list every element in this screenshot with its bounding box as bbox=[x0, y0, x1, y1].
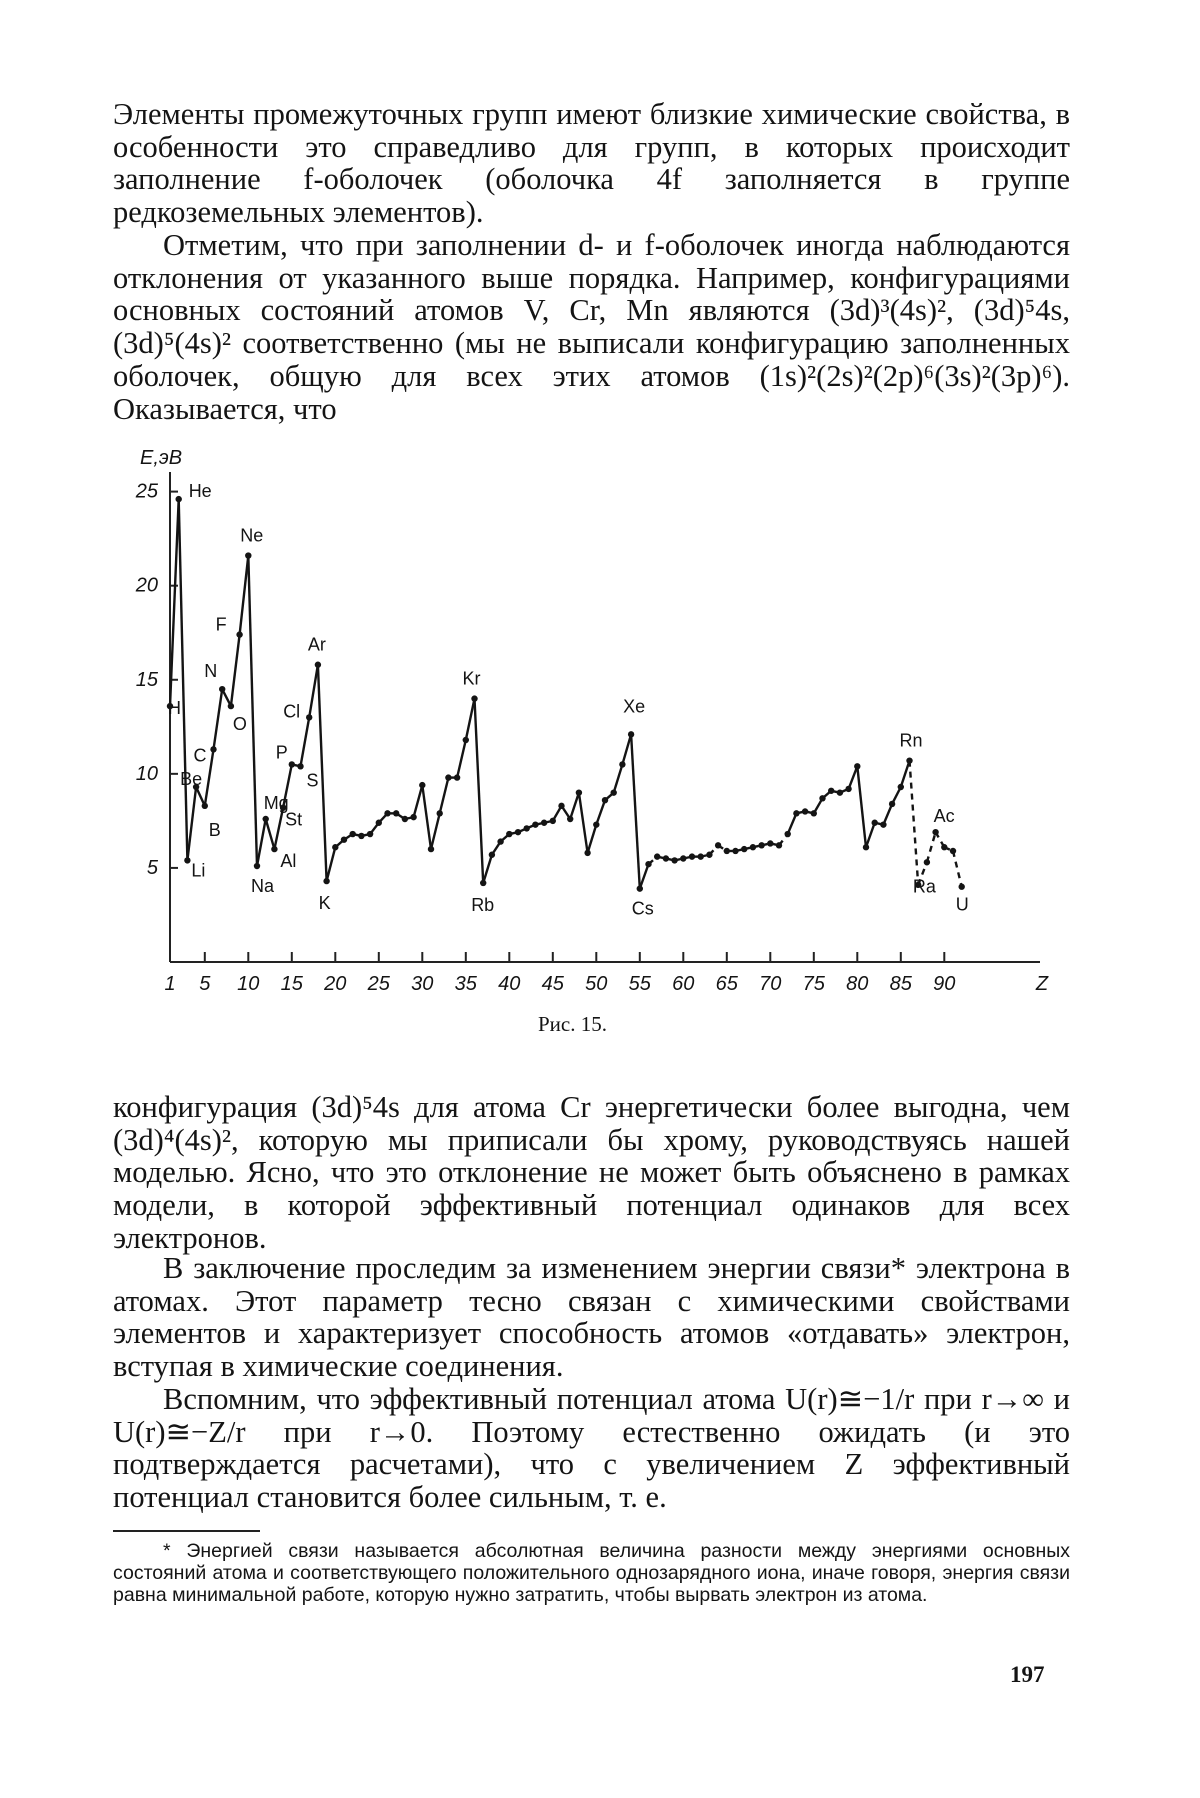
x-tick-label: 85 bbox=[890, 973, 913, 995]
element-label-s: S bbox=[307, 770, 319, 790]
series-segment bbox=[466, 699, 475, 740]
data-point bbox=[567, 816, 573, 822]
paragraph-5: Вспомним, что эффективный потенциал атома U(r)≅−1/r при r→∞ и U(r)≅−Z/r при r→0. Поэтому естественно ожидать (и это подтверждается расчетами), что с увеличением Z эффективный потенциал становится более сильным, т. е. bbox=[113, 1383, 1070, 1514]
data-point bbox=[593, 821, 599, 827]
figure-caption: Рис. 15. bbox=[538, 1012, 607, 1037]
paragraph-3: конфигурация (3d)⁵4s для атома Cr энергетически более выгодна, чем (3d)⁴(4s)², которую мы приписали бы хрому, руководствуясь нашей моделью. Ясно, что это отклонение не может быть объяснено в рамках модели, в которой эффективный потенциал одинаков для всех электронов. bbox=[113, 1091, 1070, 1255]
data-point bbox=[245, 552, 251, 558]
x-tick-label: 5 bbox=[199, 973, 211, 995]
data-point bbox=[828, 788, 834, 794]
data-point bbox=[680, 855, 686, 861]
data-point bbox=[671, 857, 677, 863]
y-tick-label: 5 bbox=[147, 857, 159, 879]
data-point bbox=[611, 789, 617, 795]
x-tick-label: 20 bbox=[323, 973, 346, 995]
data-point bbox=[323, 878, 329, 884]
series-segment bbox=[788, 813, 797, 834]
data-point bbox=[219, 686, 225, 692]
series-segment bbox=[231, 635, 240, 707]
data-point bbox=[463, 737, 469, 743]
data-point bbox=[454, 774, 460, 780]
series-segment bbox=[170, 499, 179, 706]
data-point bbox=[715, 842, 721, 848]
data-point bbox=[437, 810, 443, 816]
data-point bbox=[184, 857, 190, 863]
data-point bbox=[584, 850, 590, 856]
data-point bbox=[480, 880, 486, 886]
paragraph-2: Отметим, что при заполнении d- и f-оболочек иногда наблюдаются отклонения от указанного выше порядка. Например, конфигурациями основных состояний атомов V, Cr, Mn являются (3d)³(4s)², (3d)⁵4s, (3d)⁵(4s)² соответственно (мы не выписали конфигурацию заполненных оболочек, общую для всех этих атомов (1s)²(2s)²(2p)⁶(3s)²(3p)⁶). Оказывается, что bbox=[113, 229, 1070, 425]
series-segment bbox=[414, 785, 423, 817]
data-point bbox=[402, 816, 408, 822]
element-label-rb: Rb bbox=[471, 895, 494, 915]
data-point bbox=[524, 825, 530, 831]
data-point bbox=[576, 789, 582, 795]
series-segment bbox=[614, 764, 623, 792]
series-segment bbox=[266, 819, 275, 849]
series-segment bbox=[214, 689, 223, 749]
data-point bbox=[419, 782, 425, 788]
y-tick-label: 20 bbox=[135, 575, 158, 597]
series-segment bbox=[257, 819, 266, 866]
ionization-energy-chart bbox=[120, 432, 1080, 1012]
data-point bbox=[706, 852, 712, 858]
data-point bbox=[819, 795, 825, 801]
data-point bbox=[210, 746, 216, 752]
data-point bbox=[602, 797, 608, 803]
data-point bbox=[341, 836, 347, 842]
data-point bbox=[541, 820, 547, 826]
series-segment bbox=[483, 855, 492, 883]
data-point bbox=[776, 842, 782, 848]
x-tick-label: 15 bbox=[281, 973, 304, 995]
data-point bbox=[837, 789, 843, 795]
x-tick-label: 90 bbox=[933, 973, 955, 995]
series-segment bbox=[301, 717, 310, 766]
series-segment bbox=[309, 665, 318, 718]
data-point bbox=[663, 855, 669, 861]
y-tick-label: 10 bbox=[136, 763, 158, 785]
data-point bbox=[558, 803, 564, 809]
element-label-ar: Ar bbox=[308, 635, 326, 655]
data-point bbox=[619, 761, 625, 767]
series-segment bbox=[327, 847, 336, 881]
series-segment bbox=[631, 734, 640, 888]
series-segment bbox=[866, 823, 875, 847]
series-segment bbox=[640, 864, 649, 888]
data-point bbox=[271, 846, 277, 852]
data-point bbox=[689, 853, 695, 859]
footnote: * Энергией связи называется абсолютная величина разности между энергиями основных состояний атома и соответствующего положительного однозарядного иона, иначе говоря, энергия связи равна минимальной работе, которую нужно затратить, чтобы вырвать электрон из атома. bbox=[113, 1540, 1070, 1606]
data-point bbox=[854, 763, 860, 769]
element-label-ac: Ac bbox=[934, 806, 955, 826]
data-point bbox=[550, 818, 556, 824]
data-point bbox=[750, 844, 756, 850]
series-segment bbox=[883, 804, 892, 825]
series-segment bbox=[318, 665, 327, 881]
data-point bbox=[176, 496, 182, 502]
data-point bbox=[932, 829, 938, 835]
data-point bbox=[428, 846, 434, 852]
page-number: 197 bbox=[1010, 1662, 1045, 1688]
data-point bbox=[376, 820, 382, 826]
data-point bbox=[889, 801, 895, 807]
element-label-p: P bbox=[276, 742, 288, 762]
data-point bbox=[802, 808, 808, 814]
x-tick-label: 55 bbox=[629, 973, 652, 995]
series-segment bbox=[179, 499, 188, 860]
element-label-b: B bbox=[209, 820, 221, 840]
data-point bbox=[289, 761, 295, 767]
data-point bbox=[924, 859, 930, 865]
x-tick-label: 45 bbox=[542, 973, 565, 995]
series-segment bbox=[857, 766, 866, 847]
element-label-ne: Ne bbox=[240, 526, 263, 546]
data-point bbox=[236, 631, 242, 637]
x-tick-label: 40 bbox=[498, 973, 520, 995]
element-label-u: U bbox=[956, 895, 969, 915]
x-tick-label: 35 bbox=[455, 973, 478, 995]
series-segment bbox=[570, 793, 579, 819]
data-point bbox=[410, 814, 416, 820]
element-label-cl: Cl bbox=[283, 701, 300, 721]
data-point bbox=[628, 731, 634, 737]
data-point bbox=[637, 885, 643, 891]
data-point bbox=[315, 662, 321, 668]
paragraph-1: Элементы промежуточных групп имеют близкие химические свойства, в особенности это справедливо для групп, в которых происходит заполнение f-оболочек (оболочка 4f заполняется в группе редкоземельных элементов). bbox=[113, 98, 1070, 229]
data-point bbox=[384, 810, 390, 816]
element-label-al: Al bbox=[280, 851, 296, 871]
data-point bbox=[350, 831, 356, 837]
element-label-xe: Xe bbox=[623, 696, 645, 716]
x-tick-label: 80 bbox=[846, 973, 868, 995]
series-segment bbox=[596, 800, 605, 824]
element-label-mg: Mg bbox=[264, 793, 289, 813]
data-point bbox=[785, 831, 791, 837]
data-point bbox=[793, 810, 799, 816]
element-label-st: St bbox=[285, 810, 302, 830]
data-point bbox=[367, 831, 373, 837]
y-tick-label: 25 bbox=[135, 481, 159, 503]
data-point bbox=[202, 803, 208, 809]
data-point bbox=[898, 784, 904, 790]
data-point bbox=[358, 833, 364, 839]
data-point bbox=[863, 844, 869, 850]
data-point bbox=[698, 853, 704, 859]
data-point bbox=[959, 884, 965, 890]
data-point bbox=[515, 829, 521, 835]
y-axis-label: E,эВ bbox=[140, 447, 182, 469]
series-segment bbox=[440, 778, 449, 814]
data-point bbox=[332, 844, 338, 850]
series-segment bbox=[422, 785, 431, 849]
element-label-n: N bbox=[204, 661, 217, 681]
series-segment bbox=[622, 734, 631, 764]
series-segment bbox=[240, 556, 249, 635]
series-segment bbox=[579, 793, 588, 853]
data-point bbox=[732, 848, 738, 854]
data-point bbox=[758, 842, 764, 848]
series-segment bbox=[274, 808, 283, 849]
data-point bbox=[263, 816, 269, 822]
element-label-na: Na bbox=[251, 876, 275, 896]
element-label-ra: Ra bbox=[913, 876, 937, 896]
element-label-li: Li bbox=[191, 860, 205, 880]
x-tick-label: 50 bbox=[585, 973, 607, 995]
data-point bbox=[811, 810, 817, 816]
series-segment bbox=[910, 761, 919, 885]
data-point bbox=[654, 853, 660, 859]
element-label-o: O bbox=[233, 714, 247, 734]
data-point bbox=[880, 821, 886, 827]
x-tick-label: 25 bbox=[367, 973, 391, 995]
data-point bbox=[254, 863, 260, 869]
data-point bbox=[297, 763, 303, 769]
series-segment bbox=[953, 851, 962, 887]
footnote-divider bbox=[113, 1530, 260, 1532]
x-tick-label: 65 bbox=[716, 973, 739, 995]
x-tick-label: 1 bbox=[164, 973, 175, 995]
data-point bbox=[767, 840, 773, 846]
element-label-h: H bbox=[168, 698, 181, 718]
data-point bbox=[306, 714, 312, 720]
data-point bbox=[724, 848, 730, 854]
data-point bbox=[950, 848, 956, 854]
x-axis-label: Z bbox=[1035, 973, 1049, 995]
data-point bbox=[845, 786, 851, 792]
element-label-he: He bbox=[189, 481, 212, 501]
data-point bbox=[741, 846, 747, 852]
series-segment bbox=[927, 832, 936, 862]
element-label-c: C bbox=[194, 745, 207, 765]
series-segment bbox=[475, 699, 484, 883]
x-tick-label: 70 bbox=[759, 973, 781, 995]
series-segment bbox=[187, 787, 196, 860]
y-tick-label: 15 bbox=[136, 669, 159, 691]
series-segment bbox=[849, 766, 858, 789]
series-segment bbox=[248, 556, 257, 866]
data-point bbox=[489, 852, 495, 858]
data-point bbox=[471, 695, 477, 701]
paragraph-4: В заключение проследим за изменением энергии связи* электрона в атомах. Этот параметр тесно связан с химическими свойствами элементов и характеризует способность атомов «отдавать» электрон, вступая в химические соединения. bbox=[113, 1252, 1070, 1383]
data-point bbox=[532, 821, 538, 827]
x-tick-label: 75 bbox=[803, 973, 826, 995]
series-segment bbox=[901, 761, 910, 787]
element-label-rn: Rn bbox=[900, 731, 923, 751]
element-label-cs: Cs bbox=[632, 899, 654, 919]
data-point bbox=[393, 810, 399, 816]
data-point bbox=[872, 820, 878, 826]
data-point bbox=[228, 703, 234, 709]
x-tick-label: 60 bbox=[672, 973, 694, 995]
element-label-f: F bbox=[216, 615, 227, 635]
data-point bbox=[497, 838, 503, 844]
x-tick-label: 10 bbox=[237, 973, 259, 995]
element-label-kr: Kr bbox=[463, 669, 481, 689]
element-label-k: K bbox=[319, 893, 331, 913]
data-point bbox=[941, 844, 947, 850]
data-point bbox=[645, 861, 651, 867]
data-point bbox=[906, 757, 912, 763]
series-segment bbox=[457, 740, 466, 778]
data-point bbox=[506, 831, 512, 837]
series-segment bbox=[431, 813, 440, 849]
series-segment bbox=[588, 825, 597, 853]
data-point bbox=[445, 774, 451, 780]
element-label-be: Be bbox=[180, 769, 202, 789]
x-tick-label: 30 bbox=[411, 973, 433, 995]
